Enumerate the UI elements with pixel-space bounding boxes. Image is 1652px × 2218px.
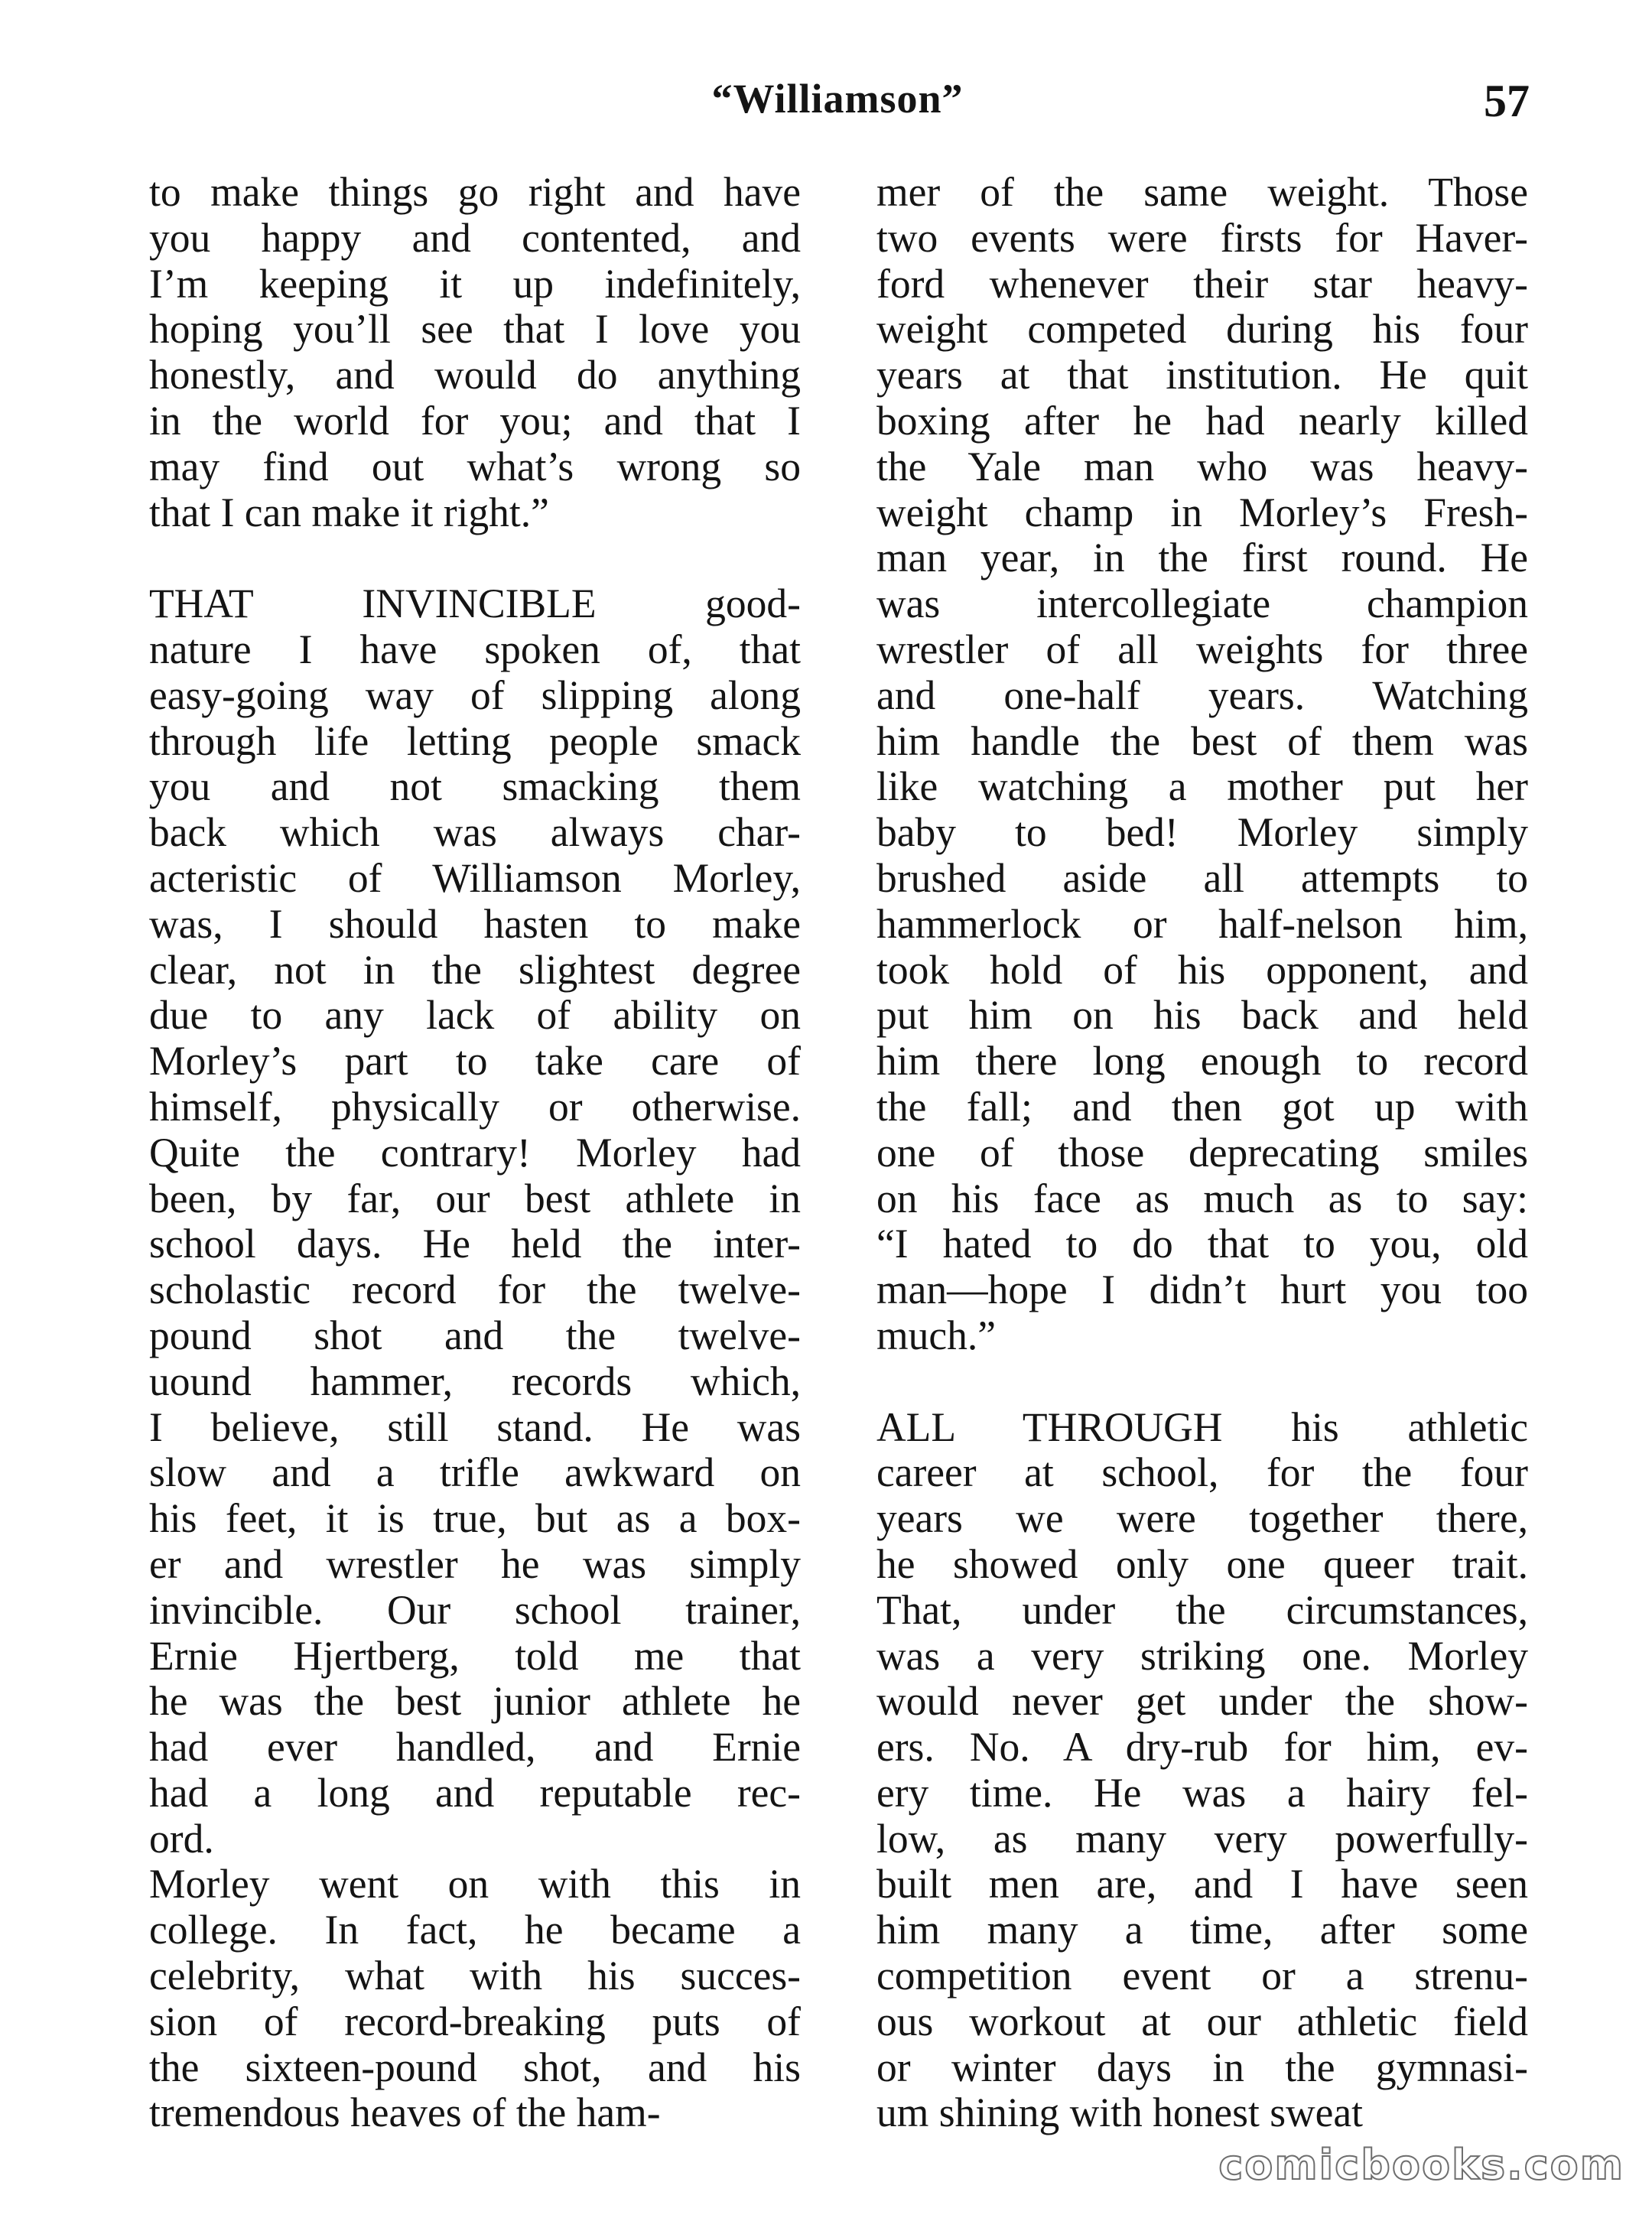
text-line: low, as many very powerfully- bbox=[876, 1816, 1528, 1862]
right-column bbox=[876, 170, 1528, 2136]
paragraph bbox=[149, 1862, 801, 2136]
text-line: nature I have spoken of, that bbox=[149, 626, 801, 672]
text-line: you and not smacking them bbox=[149, 764, 801, 810]
running-title: “Williamson” bbox=[711, 76, 964, 122]
text-line: boxing after he had nearly killed bbox=[876, 398, 1528, 444]
watermark-logo: comicbooks.com bbox=[1218, 2141, 1624, 2189]
text-line: the fall; and then got up with bbox=[876, 1084, 1528, 1130]
text-line: hammerlock or half-nelson him, bbox=[876, 901, 1528, 947]
text-line: to make things go right and have bbox=[149, 170, 801, 215]
text-line: mer of the same weight. Those bbox=[876, 170, 1528, 215]
text-line: ord. bbox=[149, 1816, 214, 1862]
text-line: may find out what’s wrong so bbox=[149, 444, 801, 489]
text-line: through life letting people smack bbox=[149, 718, 801, 764]
paragraph bbox=[149, 170, 801, 535]
page-header bbox=[145, 75, 1530, 144]
text-line: acteristic of Williamson Morley, bbox=[149, 855, 801, 901]
text-line: sion of record-breaking puts of bbox=[149, 1998, 801, 2044]
text-line: had a long and reputable rec- bbox=[149, 1770, 801, 1816]
text-line: been, by far, our best athlete in bbox=[149, 1176, 801, 1221]
text-line: and one-half years. Watching bbox=[876, 672, 1528, 718]
text-line: scholastic record for the twelve- bbox=[149, 1267, 801, 1313]
text-line: ford whenever their star heavy- bbox=[876, 261, 1528, 307]
text-line: took hold of his opponent, and bbox=[876, 947, 1528, 993]
text-line: weight competed during his four bbox=[876, 307, 1528, 353]
text-line: him many a time, after some bbox=[876, 1907, 1528, 1953]
text-line: you happy and contented, and bbox=[149, 215, 801, 261]
text-line: invincible. Our school trainer, bbox=[149, 1587, 801, 1633]
text-line: That, under the circumstances, bbox=[876, 1587, 1528, 1633]
text-line: that I can make it right.” bbox=[149, 489, 549, 535]
text-line: ers. No. A dry-rub for him, ev- bbox=[876, 1725, 1528, 1771]
text-line: like watching a mother put her bbox=[876, 764, 1528, 810]
text-line: Morley’s part to take care of bbox=[149, 1039, 801, 1085]
text-line: THAT INVINCIBLE good- bbox=[149, 581, 801, 627]
text-line: or winter days in the gymnasi- bbox=[876, 2044, 1528, 2090]
text-line: college. In fact, he became a bbox=[149, 1907, 801, 1953]
text-line: years at that institution. He quit bbox=[876, 353, 1528, 398]
text-line: tremendous heaves of the ham- bbox=[149, 2090, 661, 2136]
text-line: back which was always char- bbox=[149, 810, 801, 856]
paragraph-gap bbox=[149, 535, 801, 581]
text-line: baby to bed! Morley simply bbox=[876, 810, 1528, 856]
text-line: ery time. He was a hairy fel- bbox=[876, 1770, 1528, 1816]
text-line: him handle the best of them was bbox=[876, 718, 1528, 764]
text-line: would never get under the show- bbox=[876, 1679, 1528, 1725]
text-line: ous workout at our athletic field bbox=[876, 1998, 1528, 2044]
text-line: hoping you’ll see that I love you bbox=[149, 307, 801, 353]
text-line: he was the best junior athlete he bbox=[149, 1679, 801, 1725]
text-line: honestly, and would do anything bbox=[149, 353, 801, 398]
text-line: the sixteen-pound shot, and his bbox=[149, 2044, 801, 2090]
text-line: was, I should hasten to make bbox=[149, 901, 801, 947]
text-line: Ernie Hjertberg, told me that bbox=[149, 1633, 801, 1679]
text-line: he showed only one queer trait. bbox=[876, 1541, 1528, 1587]
paragraph-gap bbox=[876, 1359, 1528, 1405]
text-line: ALL THROUGH his athletic bbox=[876, 1404, 1528, 1450]
text-line: one of those deprecating smiles bbox=[876, 1130, 1528, 1176]
text-line: himself, physically or otherwise. bbox=[149, 1084, 801, 1130]
text-line: was a very striking one. Morley bbox=[876, 1633, 1528, 1679]
text-line: I believe, still stand. He was bbox=[149, 1404, 801, 1450]
text-line: had ever handled, and Ernie bbox=[149, 1725, 801, 1771]
text-line: weight champ in Morley’s Fresh- bbox=[876, 489, 1528, 535]
text-line: easy-going way of slipping along bbox=[149, 672, 801, 718]
text-line: school days. He held the inter- bbox=[149, 1221, 801, 1267]
text-line: years we were together there, bbox=[876, 1496, 1528, 1542]
text-line: competition event or a strenu- bbox=[876, 1953, 1528, 1999]
text-line: two events were firsts for Haver- bbox=[876, 215, 1528, 261]
text-line: man—hope I didn’t hurt you too bbox=[876, 1267, 1528, 1313]
text-line: “I hated to do that to you, old bbox=[876, 1221, 1528, 1267]
paragraph bbox=[876, 170, 1528, 1359]
text-line: wrestler of all weights for three bbox=[876, 626, 1528, 672]
text-line: Morley went on with this in bbox=[149, 1862, 801, 1907]
text-line: I’m keeping it up indefinitely, bbox=[149, 261, 801, 307]
text-line: him there long enough to record bbox=[876, 1039, 1528, 1085]
text-line: on his face as much as to say: bbox=[876, 1176, 1528, 1221]
text-line: er and wrestler he was simply bbox=[149, 1541, 801, 1587]
text-line: pound shot and the twelve- bbox=[149, 1312, 801, 1358]
text-line: much.” bbox=[876, 1312, 996, 1358]
text-line: clear, not in the slightest degree bbox=[149, 947, 801, 993]
text-line: due to any lack of ability on bbox=[149, 993, 801, 1039]
text-line: career at school, for the four bbox=[876, 1450, 1528, 1496]
left-column bbox=[149, 170, 801, 2136]
paragraph bbox=[149, 581, 801, 1862]
text-line: his feet, it is true, but as a box- bbox=[149, 1496, 801, 1542]
text-line: celebrity, what with his succes- bbox=[149, 1953, 801, 1999]
text-line: the Yale man who was heavy- bbox=[876, 444, 1528, 489]
text-line: slow and a trifle awkward on bbox=[149, 1450, 801, 1496]
text-line: was intercollegiate champion bbox=[876, 581, 1528, 627]
text-line: in the world for you; and that I bbox=[149, 398, 801, 444]
text-line: put him on his back and held bbox=[876, 993, 1528, 1039]
text-line: built men are, and I have seen bbox=[876, 1862, 1528, 1907]
text-line: Quite the contrary! Morley had bbox=[149, 1130, 801, 1176]
paragraph bbox=[876, 1405, 1528, 2137]
page-number: 57 bbox=[1484, 76, 1530, 126]
text-line: um shining with honest sweat bbox=[876, 2090, 1364, 2136]
text-line: uound hammer, records which, bbox=[149, 1358, 801, 1404]
text-line: man year, in the first round. He bbox=[876, 535, 1528, 581]
text-line: brushed aside all attempts to bbox=[876, 855, 1528, 901]
